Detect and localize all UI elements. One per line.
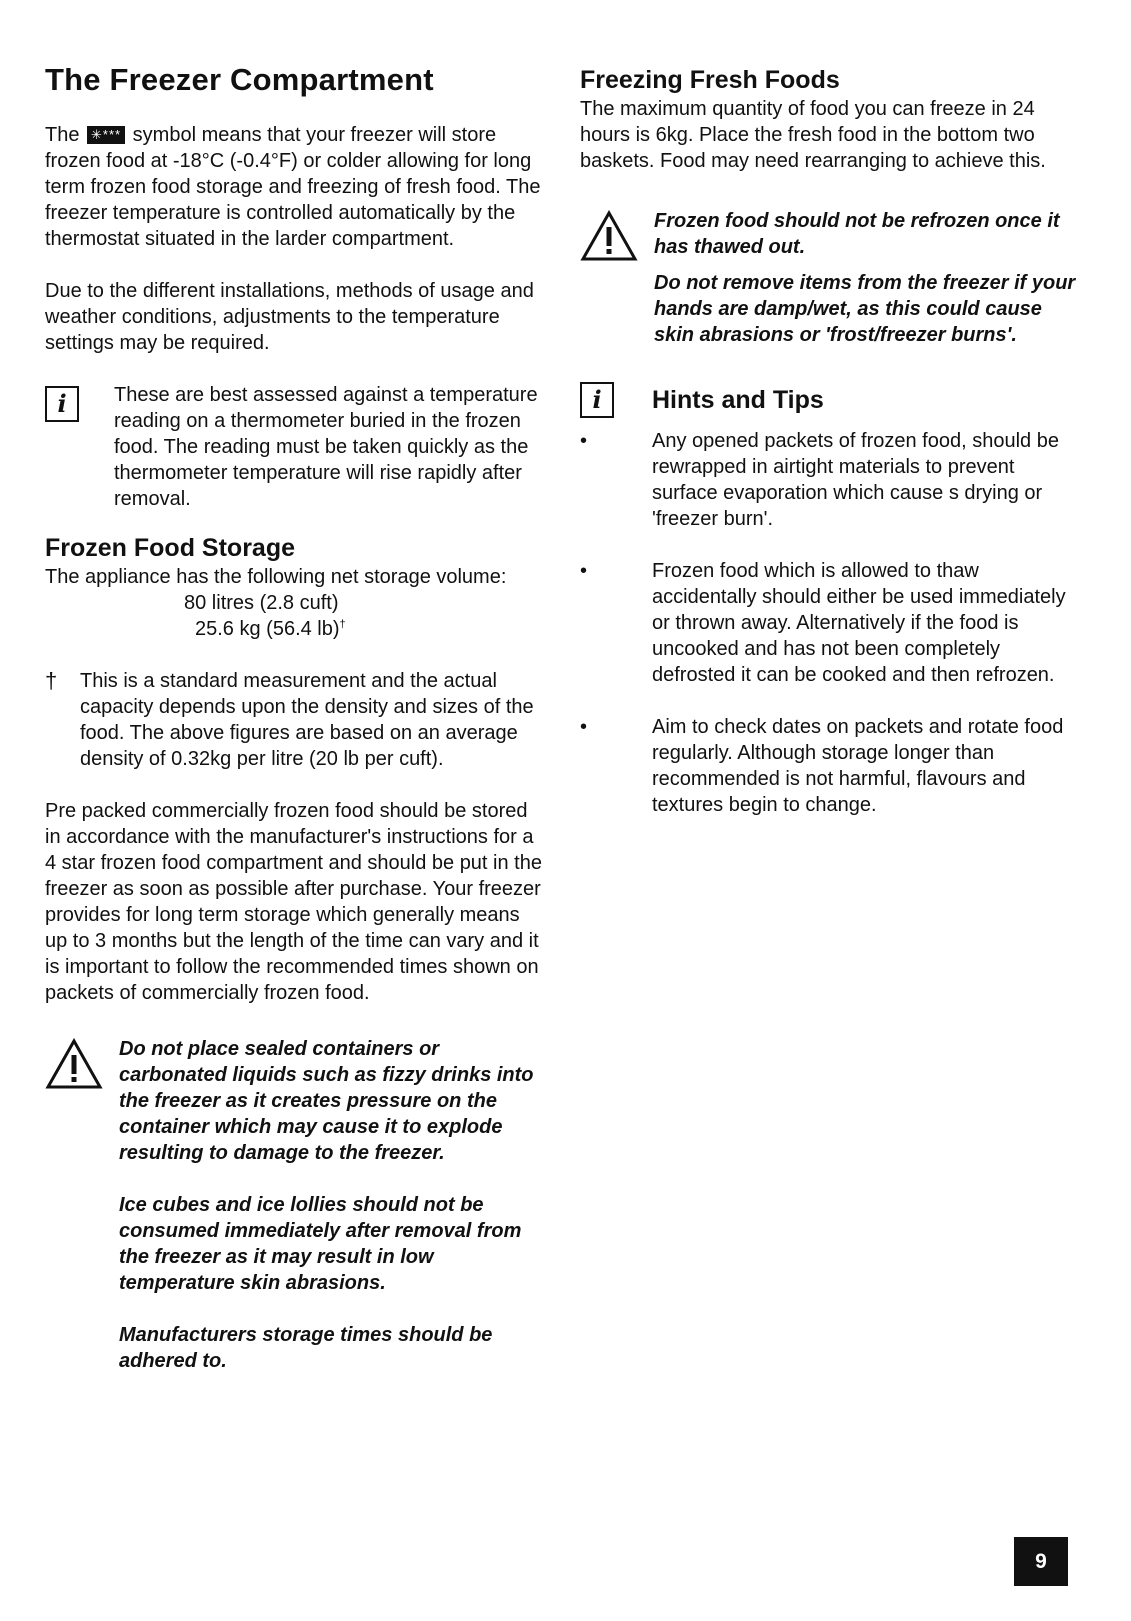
page-title: The Freezer Compartment — [45, 62, 434, 97]
freezing-intro: The maximum quantity of food you can freeze in 24 hours is 6kg. Place the fresh food in the bottom two baskets. Food may need rearranging to achieve this. — [580, 98, 1046, 172]
hints-heading: Hints and Tips — [652, 386, 824, 414]
volume-weight — [45, 616, 545, 642]
page-number: 9 — [1014, 1537, 1068, 1586]
info-note — [45, 382, 545, 512]
volume-litres: 80 litres (2.8 cuft) — [184, 592, 339, 614]
storage-heading: Frozen Food Storage — [45, 534, 295, 562]
left-column — [45, 58, 545, 1374]
dagger-superscript: † — [339, 618, 346, 631]
info-icon: i — [580, 382, 614, 418]
intro-after: symbol means that your freezer will store frozen food at -18°C (-0.4°F) or colder allowing for long term frozen food storage and freezing of fresh food. The freezer temperature is controlled automatically by the thermostat situated in the larder compartment. — [45, 124, 541, 250]
warning-sealed-containers: Do not place sealed containers or carbonated liquids such as fizzy drinks into the freezer as it creates pressure on the container which may cause it to explode resulting to damage to the freezer. — [119, 1038, 534, 1164]
bullet-icon: • — [580, 430, 588, 452]
info-icon: i — [45, 386, 79, 422]
dagger-mark: † — [45, 668, 58, 693]
list-item — [580, 428, 1080, 532]
adjustment-paragraph: Due to the different installations, methods of usage and weather conditions, adjustments to the temperature settings may be required. — [45, 280, 534, 354]
freezing-warning-block — [580, 208, 1080, 348]
bullet-icon: • — [580, 560, 588, 582]
list-item — [580, 558, 1080, 688]
warning-damp-hands: Do not remove items from the freezer if your hands are damp/wet, as this could cause skin abrasions or 'frost/freezer burns'. — [654, 272, 1076, 346]
tip-text: Frozen food which is allowed to thaw accidentally should either be used immediately or thrown away. Alternatively if the food is uncooked and has not been completely defrosted it can be cooked and then refrozen. — [652, 560, 1066, 686]
volume-weight-value: 25.6 kg (56.4 lb) — [195, 618, 340, 640]
warning-storage-times: Manufacturers storage times should be adhered to. — [119, 1324, 493, 1372]
tip-text: Any opened packets of frozen food, should be rewrapped in airtight materials to prevent surface evaporation which cause s drying or 'freezer burn'. — [652, 430, 1059, 530]
warning-triangle-icon — [45, 1038, 103, 1090]
freezer-warning-block — [45, 1036, 545, 1374]
footnote-text: This is a standard measurement and the actual capacity depends upon the density and sizes of the food. The above figures are based on an average density of 0.32kg per litre (20 lb per cuft). — [80, 670, 534, 770]
warning-ice-cubes: Ice cubes and ice lollies should not be consumed immediately after removal from the freezer as it may result in low temperature skin abrasions. — [119, 1194, 522, 1294]
info-note-text: These are best assessed against a temperature reading on a thermometer buried in the frozen food. The reading must be taken quickly as the thermometer temperature will rise rapidly after removal. — [114, 384, 538, 510]
tip-text: Aim to check dates on packets and rotate food regularly. Although storage longer than recommended is not harmful, flavours and textures begin to change. — [652, 716, 1064, 816]
storage-intro: The appliance has the following net storage volume: — [45, 566, 507, 588]
footnote — [45, 668, 545, 772]
right-column — [580, 58, 1080, 844]
four-star-symbol-icon: ✳*** — [87, 126, 125, 144]
prepacked-paragraph: Pre packed commercially frozen food should be stored in accordance with the manufacturer's instructions for a 4 star frozen food compartment and should be put in the freezer as soon as possible after purchase. Your freezer provides for long term storage which generally means up to 3 months but the length of the time can vary and it is important to follow the recommended times shown on packets of commercially frozen food. — [45, 800, 542, 1004]
freezer-intro-paragraph — [45, 122, 545, 252]
hints-heading-row — [580, 382, 1080, 418]
intro-before: The — [45, 124, 80, 146]
bullet-icon: • — [580, 716, 588, 738]
warning-refreeze: Frozen food should not be refrozen once it has thawed out. — [654, 210, 1060, 258]
freezing-heading: Freezing Fresh Foods — [580, 66, 840, 94]
warning-triangle-icon — [580, 210, 638, 262]
list-item — [580, 714, 1080, 818]
